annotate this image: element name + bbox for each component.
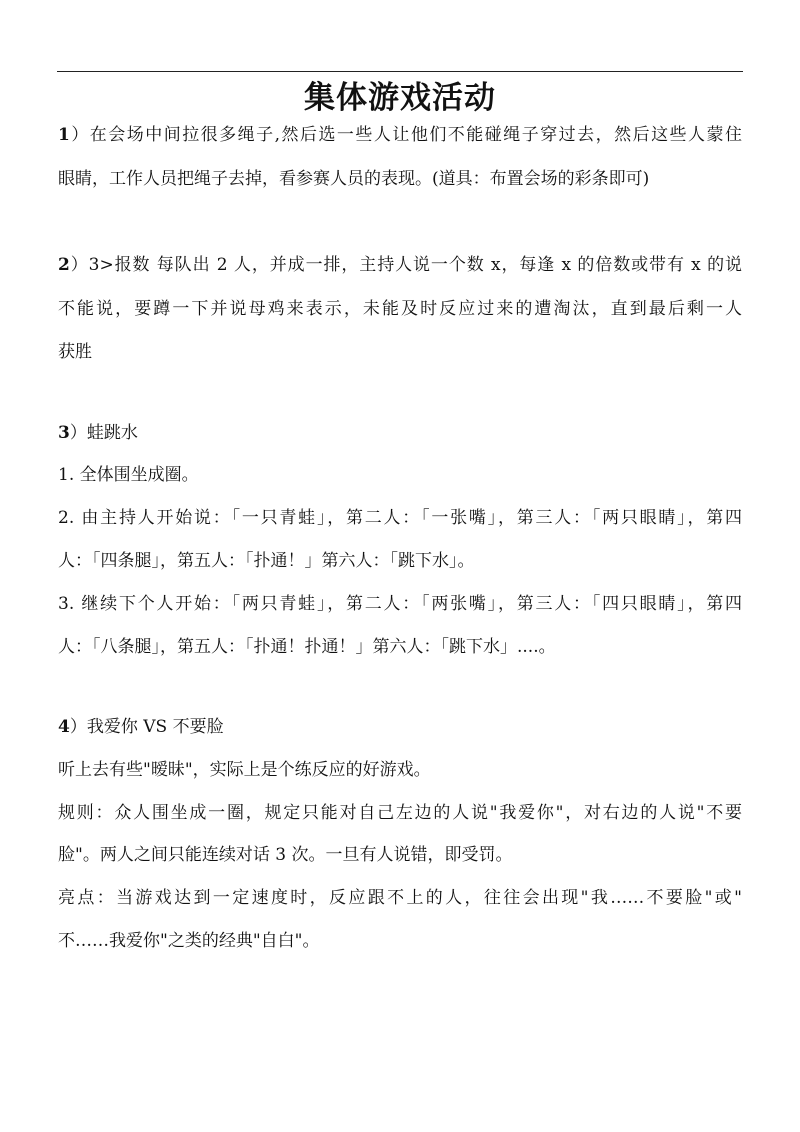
- section-2-line-3: 获胜: [58, 342, 92, 362]
- section-3-item-2-line-2: 人：「四条腿」，第五人：「扑通！」第六人：「跳下水」。: [58, 551, 475, 571]
- section-2-number: 2: [58, 255, 70, 275]
- section-2-text-1: ）3>报数 每队出 2 人，并成一排，主持人说一个数 x，每逢 x 的倍数或带有 x 的说: [69, 255, 742, 275]
- section-1-number: 1: [58, 125, 70, 145]
- section-4-line-2: 规则：众人围坐成一圈，规定只能对自己左边的人说"我爱你"，对右边的人说"不要: [58, 803, 742, 823]
- section-3-item-3-line-2: 人：「八条腿」，第五人：「扑通！扑通！」第六人：「跳下水」....。: [58, 637, 556, 657]
- section-4-line-4: 亮点：当游戏达到一定速度时，反应跟不上的人，往往会出现"我……不要脸"或": [58, 888, 742, 908]
- section-4-heading: [58, 715, 224, 739]
- section-3-heading-text: ）蛙跳水: [69, 423, 138, 443]
- section-3-item-2-line-1: 2. 由主持人开始说：「一只青蛙」，第二人：「一张嘴」，第三人：「两只眼睛」，第四: [58, 508, 742, 528]
- section-3-item-1: 1. 全体围坐成圈。: [58, 465, 199, 485]
- section-2-line-1: [58, 253, 742, 277]
- section-3-number: 3: [58, 423, 70, 443]
- section-4-line-5: 不……我爱你"之类的经典"自白"。: [58, 931, 320, 951]
- section-4-number: 4: [58, 717, 70, 737]
- section-3-heading: [58, 421, 138, 445]
- section-1-line-2: 眼睛，工作人员把绳子去掉，看参赛人员的表现。(道具：布置会场的彩条即可): [58, 169, 650, 189]
- section-1-text-1: ）在会场中间拉很多绳子,然后选一些人让他们不能碰绳子穿过去，然后这些人蒙住: [69, 125, 742, 145]
- section-4-line-3: 脸"。两人之间只能连续对话 3 次。一旦有人说错，即受罚。: [58, 845, 513, 865]
- top-rule: [57, 71, 743, 72]
- section-4-heading-text: ）我爱你 VS 不要脸: [69, 717, 224, 737]
- section-1-line-1: [58, 123, 742, 147]
- section-4-line-1: 听上去有些"暧昧"，实际上是个练反应的好游戏。: [58, 760, 431, 780]
- section-3-item-3-line-1: 3. 继续下个人开始：「两只青蛙」，第二人：「两张嘴」，第三人：「四只眼睛」，第四: [58, 594, 742, 614]
- section-2-line-2: 不能说，要蹲一下并说母鸡来表示，未能及时反应过来的遭淘汰，直到最后剩一人: [58, 299, 742, 319]
- page-title: 集体游戏活动: [304, 80, 496, 116]
